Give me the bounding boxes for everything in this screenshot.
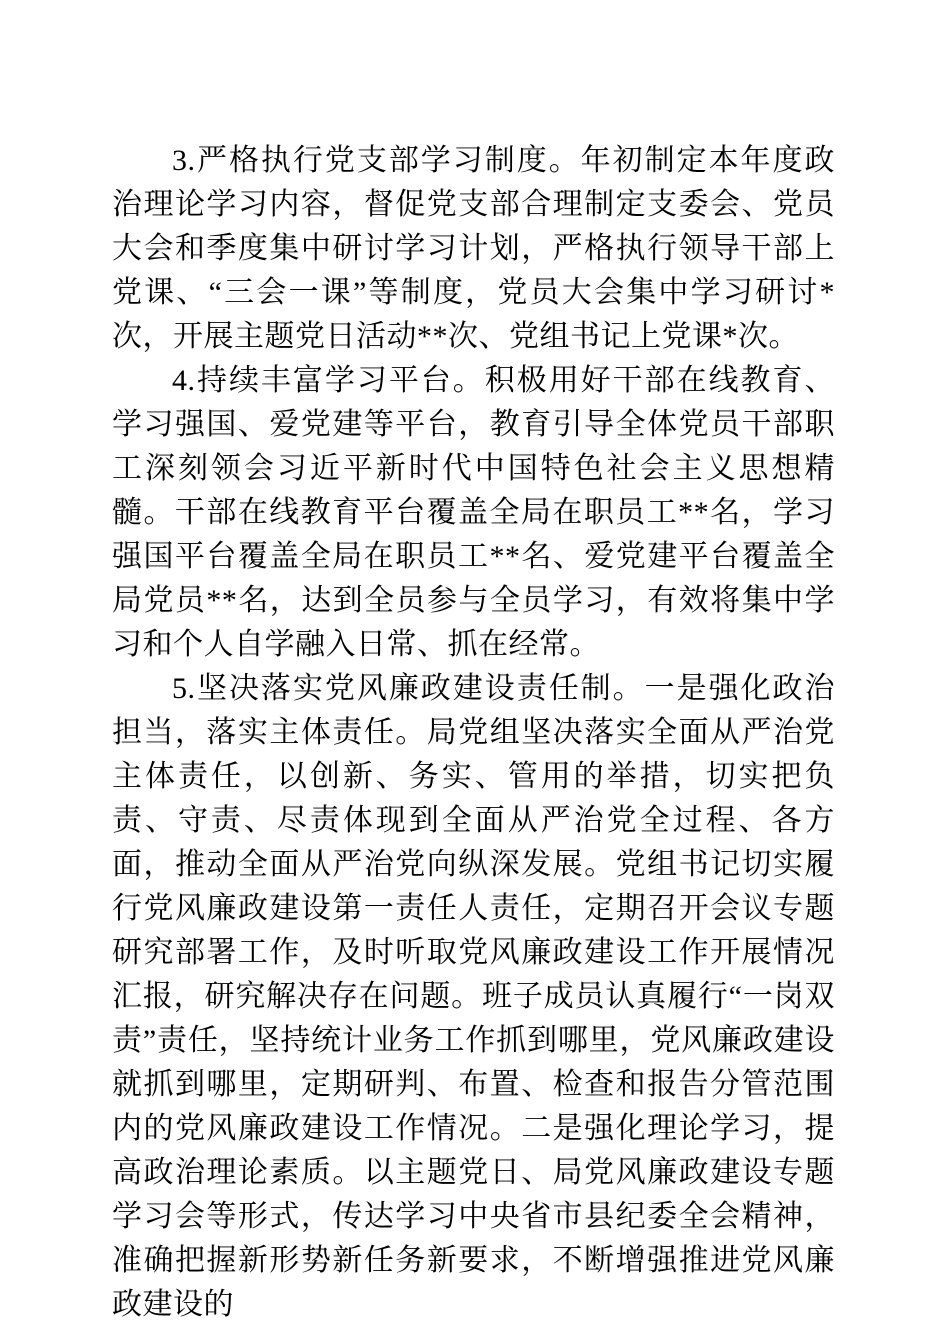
paragraph-5-responsibility-system: 5.坚决落实党风廉政建设责任制。一是强化政治担当，落实主体责任。局党组坚决落实全面从严治党主体责任，以创新、务实、管用的举措，切实把负责、守责、尽责体现到全面从严治党全过程、各方面，推动全面从严治党向纵深发展。党组书记切实履行党风廉政建设第一责任人责任，定期召开会议专题研究部署工作，及时听取党风廉政建设工作开展情况汇报，研究解决存在问题。班子成员认真履行“一岗双责”责任，坚持统计业务工作抓到哪里，党风廉政建设就抓到哪里，定期研判、布置、检查和报告分管范围内的党风廉政建设工作情况。二是强化理论学习，提高政治理论素质。以主题党日、局党风廉政建设专题学习会等形式，传达学习中央省市县纪委全会精神，准确把握新形势新任务新要求，不断增强推进党风廉政建设的 (112, 672, 835, 1321)
paragraph-3-study-system: 3.严格执行党支部学习制度。年初制定本年度政治理论学习内容，督促党支部合理制定支委会、党员大会和季度集中研讨学习计划，严格执行领导干部上党课、“三会一课”等制度，党员大会集中学习研讨*次，开展主题党日活动**次、党组书记上党课*次。 (112, 144, 835, 353)
paragraph-4-learning-platforms: 4.持续丰富学习平台。积极用好干部在线教育、学习强国、爱党建等平台，教育引导全体党员干部职工深刻领会习近平新时代中国特色社会主义思想精髓。干部在线教育平台覆盖全局在职员工**名，学习强国平台覆盖全局在职员工**名、爱党建平台覆盖全局党员**名，达到全员参与全员学习，有效将集中学习和个人自学融入日常、抓在经常。 (112, 364, 835, 661)
